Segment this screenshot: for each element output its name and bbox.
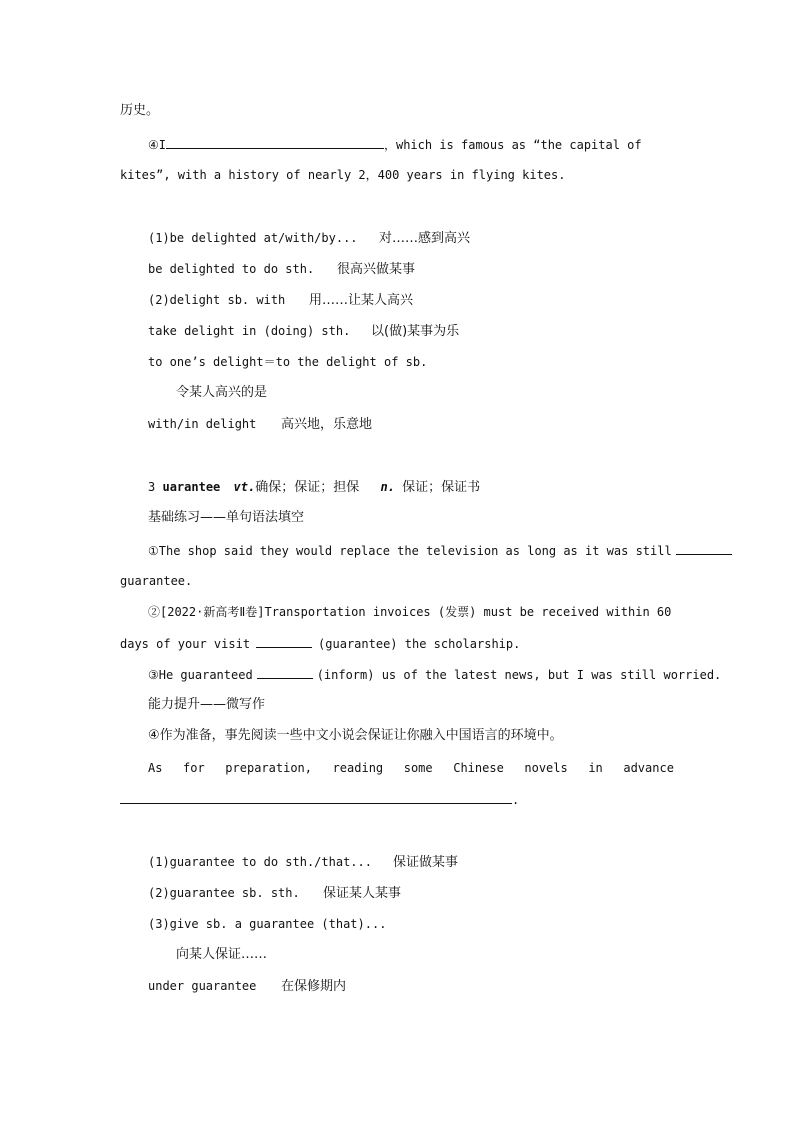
note-chinese: 以(做)某事为乐 (371, 324, 460, 339)
exercise-4-sentence (148, 760, 674, 776)
exercise-1-line (148, 542, 732, 559)
exercise-2-text: (guarantee) the scholarship. (318, 637, 521, 651)
exercise-4-answer-line (120, 791, 519, 808)
note-line (148, 230, 470, 247)
part-of-speech: vt. (233, 480, 256, 494)
answer-blank[interactable] (257, 666, 313, 679)
exercise-4-text: ，which is famous as “the capital of (383, 138, 642, 152)
entry-word: uarantee (162, 480, 221, 494)
note-line (148, 261, 415, 278)
definition: 保证；保证书 (402, 480, 481, 495)
answer-blank[interactable] (676, 542, 732, 555)
note-line (148, 323, 459, 340)
note-english: (1)guarantee to do sth./that... (148, 855, 372, 869)
note-english: under guarantee (148, 979, 257, 993)
note-line (148, 885, 401, 902)
exercise-3-line (148, 666, 721, 683)
definition: 确保；保证；担保 (255, 480, 360, 495)
exercise-3-text: (inform) us of the latest news, but I was still worried. (316, 668, 722, 682)
sentence-word: preparation, (225, 761, 312, 775)
sentence-word: Chinese (453, 761, 504, 775)
note-line: (3)give sb. a guarantee (that)... (148, 917, 387, 931)
note-chinese: 高兴地，乐意地 (281, 417, 373, 432)
note-chinese: 很高兴做某事 (337, 262, 416, 277)
sentence-word: in (588, 761, 603, 775)
vocab-entry (148, 479, 480, 496)
sentence-word: some (403, 761, 433, 775)
note-line (148, 292, 413, 309)
note-english: (2)delight sb. with (148, 293, 286, 307)
note-chinese: 令某人高兴的是 (176, 385, 268, 400)
exercise-1-continuation: guarantee. (120, 574, 193, 588)
exercise-2-text: days of your visit (120, 637, 251, 651)
note-line (148, 854, 458, 871)
continuation-text: 历史。 (120, 103, 160, 118)
note-english: (2)guarantee sb. sth. (148, 886, 300, 900)
note-chinese: 保证做某事 (393, 855, 459, 870)
answer-blank[interactable] (166, 136, 384, 149)
exercise-4-line (148, 136, 642, 153)
exercise-2-line: ②[2022·新高考Ⅱ卷]Transportation invoices (发票) must be received within 60 (148, 605, 672, 619)
note-chinese: 保证某人某事 (323, 886, 402, 901)
note-chinese: 用……让某人高兴 (309, 293, 414, 308)
note-english: be delighted to do sth. (148, 262, 315, 276)
exercise-3-text: ③He guaranteed (148, 668, 253, 682)
note-english: with/in delight (148, 417, 257, 431)
sentence-word: reading (332, 761, 384, 775)
exercise-4-continuation: kites”, with a history of nearly 2，400 years in flying kites. (120, 168, 566, 182)
answer-blank[interactable] (120, 791, 512, 804)
note-chinese: 在保修期内 (281, 979, 347, 994)
sentence-word: for (183, 761, 205, 775)
note-line: to one’s delight＝to the delight of sb. (148, 355, 428, 369)
note-english: (1)be delighted at/with/by... (148, 231, 358, 245)
exercise-4-prompt: ④作为准备，事先阅读一些中文小说会保证让你融入中国语言的环境中。 (148, 728, 563, 743)
exercise-4-number: ④I (148, 138, 166, 152)
entry-number: 3 (148, 480, 156, 494)
sentence-word: advance (623, 761, 674, 775)
note-chinese: 对……感到高兴 (379, 231, 471, 246)
note-english: take delight in (doing) sth. (148, 324, 351, 338)
note-line (148, 416, 372, 433)
section-heading: 基础练习——单句语法填空 (148, 510, 305, 525)
exercise-2-continuation (120, 635, 520, 652)
sentence-word: novels (524, 761, 568, 775)
part-of-speech: n. (380, 480, 395, 494)
note-line (148, 978, 346, 995)
section-heading: 能力提升——微写作 (148, 697, 266, 712)
sentence-end: . (512, 793, 520, 807)
sentence-word: As (148, 761, 163, 775)
note-chinese: 向某人保证…… (176, 947, 268, 962)
exercise-1-text: ①The shop said they would replace the television as long as it was still (148, 544, 672, 558)
answer-blank[interactable] (256, 635, 312, 648)
